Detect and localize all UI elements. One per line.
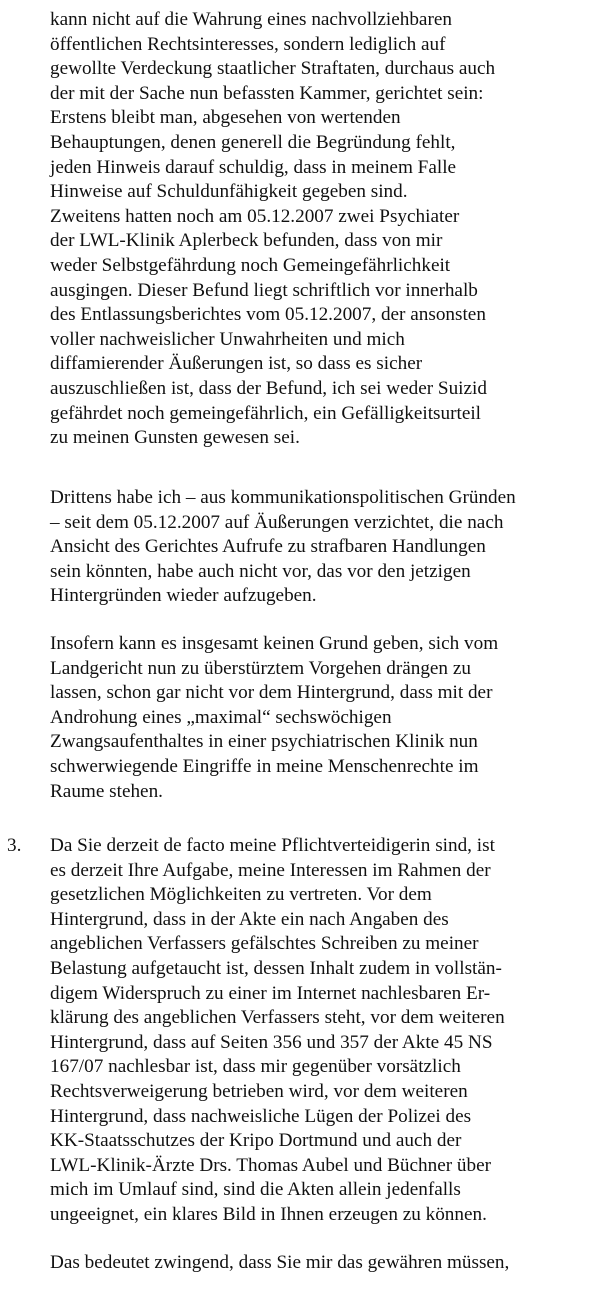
paragraph-1 <box>50 8 595 451</box>
list-number: 3. <box>7 835 22 856</box>
text-line: Zwangsaufenthaltes in einer psychiatrischen Klinik nun <box>50 731 478 753</box>
text-line: – seit dem 05.12.2007 auf Äußerungen verzichtet, die nach <box>50 511 504 533</box>
text-line: sein könnten, habe auch nicht vor, das vor den jetzigen <box>50 560 471 582</box>
text-line: Das bedeutet zwingend, dass Sie mir das gewähren müssen, <box>50 1252 510 1273</box>
text-line: gefährdet noch gemeingefährlich, ein Gefälligkeitsurteil <box>50 402 482 424</box>
text-line: digem Widerspruch zu einer im Internet nachlesbaren Er- <box>50 982 491 1004</box>
text-line: ungeeignet, ein klares Bild in Ihnen erzeugen zu können. <box>50 1203 487 1225</box>
paragraph-2 <box>50 486 595 609</box>
text-line: es derzeit Ihre Aufgabe, meine Interessen im Rahmen der <box>50 859 491 881</box>
text-line: Hintergrund, dass nachweisliche Lügen der Polizei des <box>50 1105 472 1127</box>
text-line: schwerwiegende Eingriffe in meine Menschenrechte im <box>50 755 479 777</box>
text-line: Insofern kann es insgesamt keinen Grund geben, sich vom <box>50 633 499 654</box>
text-line: klärung des angeblichen Verfassers steht, vor dem weiteren <box>50 1007 505 1029</box>
text-line: KK-Staatsschutzes der Kripo Dortmund und auch der <box>50 1130 462 1152</box>
paragraph-3 <box>50 632 595 804</box>
text-line: LWL-Klinik-Ärzte Drs. Thomas Aubel und Büchner über <box>50 1154 492 1176</box>
text-line: mich im Umlauf sind, sind die Akten allein jedenfalls <box>50 1179 461 1201</box>
text-line: weder Selbstgefährdung noch Gemeingefährlichkeit <box>50 254 451 276</box>
text-line: Rechtsverweigerung betrieben wird, vor dem weiteren <box>50 1080 468 1102</box>
text-line: ausgingen. Dieser Befund liegt schriftlich vor innerhalb <box>50 279 478 301</box>
text-line: diffamierender Äußerungen ist, so dass es sicher <box>50 353 423 375</box>
text-line: Landgericht nun zu überstürztem Vorgehen drängen zu <box>50 657 471 679</box>
text-line: lassen, schon gar nicht vor dem Hintergrund, dass mit der <box>50 682 493 704</box>
text-line: 167/07 nachlesbar ist, dass mir gegenüber vorsätzlich <box>50 1056 461 1078</box>
text-line: angeblichen Verfassers gefälschtes Schreiben zu meiner <box>50 933 479 955</box>
text-line: Androhung eines „maximal“ sechswöchigen <box>50 706 392 728</box>
text-line: Hintergrund, dass in der Akte ein nach Angaben des <box>50 908 449 930</box>
text-line: Hintergrund, dass auf Seiten 356 und 357 der Akte 45 NS <box>50 1031 493 1053</box>
text-line: Zweitens hatten noch am 05.12.2007 zwei Psychiater <box>50 205 460 227</box>
text-line: Hintergründen wieder aufzugeben. <box>50 585 317 607</box>
text-line: Ansicht des Gerichtes Aufrufe zu strafbaren Handlungen <box>50 536 486 558</box>
text-line: Belastung aufgetaucht ist, dessen Inhalt zudem in vollstän- <box>50 957 502 979</box>
text-line: der mit der Sache nun befassten Kammer, gerichtet sein: <box>50 82 484 104</box>
text-line: kann nicht auf die Wahrung eines nachvollziehbaren <box>50 9 452 30</box>
text-line: Da Sie derzeit de facto meine Pflichtverteidigerin sind, ist <box>50 835 495 856</box>
text-line: Hinweise auf Schuldunfähigkeit gegeben sind. <box>50 181 408 203</box>
text-line: jeden Hinweis darauf schuldig, dass in meinem Falle <box>50 156 457 178</box>
text-line: des Entlassungsberichtes vom 05.12.2007, der ansonsten <box>50 304 486 326</box>
text-line: Raume stehen. <box>50 780 163 802</box>
text-line: Drittens habe ich – aus kommunikationspolitischen Gründen <box>50 487 516 508</box>
text-line: voller nachweislicher Unwahrheiten und mich <box>50 328 405 350</box>
text-line: gewollte Verdeckung staatlicher Straftaten, durchaus auch <box>50 58 496 80</box>
text-line: der LWL-Klinik Aplerbeck befunden, dass von mir <box>50 230 443 252</box>
text-line: öffentlichen Rechtsinteresses, sondern lediglich auf <box>50 33 446 55</box>
text-line: Behauptungen, denen generell die Begründung fehlt, <box>50 131 456 153</box>
paragraph-5 <box>50 1251 595 1276</box>
text-line: zu meinen Gunsten gewesen sei. <box>50 427 300 449</box>
text-line: Erstens bleibt man, abgesehen von wertenden <box>50 107 401 129</box>
text-line: auszuschließen ist, dass der Befund, ich sei weder Suizid <box>50 377 487 399</box>
paragraph-4 <box>50 834 595 1228</box>
text-line: gesetzlichen Möglichkeiten zu vertreten. Vor dem <box>50 884 432 906</box>
